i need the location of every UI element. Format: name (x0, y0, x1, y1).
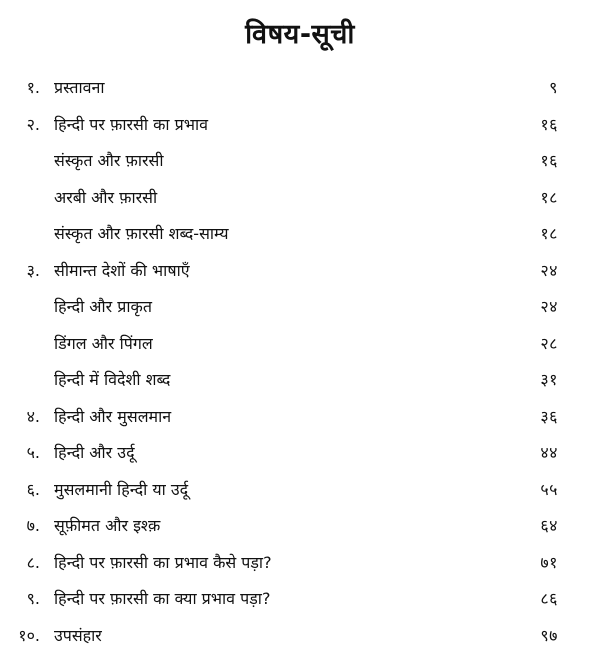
chapter-number: ५. (26, 443, 40, 462)
page-number: ६४ (540, 516, 558, 535)
page-number: ३६ (540, 406, 558, 426)
entry-title: सूफ़ीमत और इश्क़ (54, 516, 161, 535)
toc-entry[interactable] (0, 76, 600, 113)
page-number: ९ (549, 78, 558, 97)
page-number: २४ (540, 260, 558, 280)
page-number: १६ (540, 151, 558, 170)
page-number: १६ (540, 114, 558, 134)
entry-title: डिंगल और पिंगल (54, 333, 153, 353)
entry-title: मुसलमानी हिन्दी या उर्दू (54, 479, 189, 499)
chapter-number: ७. (26, 516, 40, 535)
entry-title: हिन्दी पर फ़ारसी का प्रभाव (54, 114, 209, 134)
entry-title: संस्कृत और फ़ारसी शब्द-साम्य (54, 224, 229, 243)
entry-title: हिन्दी और उर्दू (54, 443, 135, 462)
chapter-number: ६. (26, 479, 40, 499)
page-number: ७१ (540, 552, 558, 572)
chapter-number: १. (26, 78, 40, 97)
entry-title: हिन्दी और प्राकृत (54, 297, 152, 316)
toc-entry[interactable] (0, 514, 600, 551)
toc-entry[interactable] (0, 368, 600, 405)
toc-entry[interactable] (0, 624, 600, 659)
entry-title: संस्कृत और फ़ारसी (54, 151, 164, 170)
toc-entry[interactable] (0, 405, 600, 442)
entry-title: हिन्दी पर फ़ारसी का क्या प्रभाव पड़ा? (54, 589, 271, 608)
chapter-number: १०. (18, 625, 40, 645)
toc-entry[interactable] (0, 295, 600, 332)
toc-entry[interactable] (0, 551, 600, 588)
toc-entry[interactable] (0, 186, 600, 223)
toc-entry[interactable] (0, 222, 600, 259)
toc-entry[interactable] (0, 587, 600, 624)
entry-title: हिन्दी और मुसलमान (54, 406, 172, 426)
table-of-contents (0, 76, 600, 659)
toc-entry[interactable] (0, 332, 600, 369)
page-number: २४ (540, 297, 558, 316)
entry-title: उपसंहार (54, 625, 102, 645)
page-number: १८ (540, 224, 558, 243)
page-number: ५५ (540, 479, 558, 499)
chapter-number: ९. (26, 589, 40, 608)
page-number: ८६ (540, 589, 558, 608)
toc-entry[interactable] (0, 478, 600, 515)
entry-title: हिन्दी पर फ़ारसी का प्रभाव कैसे पड़ा? (54, 552, 272, 572)
page-number: २८ (540, 333, 558, 353)
toc-entry[interactable] (0, 149, 600, 186)
entry-title: सीमान्त देशों की भाषाएँ (54, 260, 190, 280)
page-title: विषय-सूची (245, 19, 355, 50)
chapter-number: ४. (26, 406, 40, 426)
entry-title: अरबी और फ़ारसी (54, 187, 158, 207)
page-number: ९७ (540, 625, 558, 645)
chapter-number: ३. (26, 260, 40, 280)
page-number: ४४ (540, 443, 558, 462)
chapter-number: ८. (26, 552, 40, 572)
page-number: १८ (540, 187, 558, 207)
toc-entry[interactable] (0, 259, 600, 296)
page-number: ३१ (540, 370, 558, 389)
toc-entry[interactable] (0, 113, 600, 150)
entry-title: हिन्दी में विदेशी शब्द (54, 370, 171, 389)
toc-entry[interactable] (0, 441, 600, 478)
chapter-number: २. (26, 114, 40, 134)
entry-title: प्रस्तावना (54, 78, 105, 97)
